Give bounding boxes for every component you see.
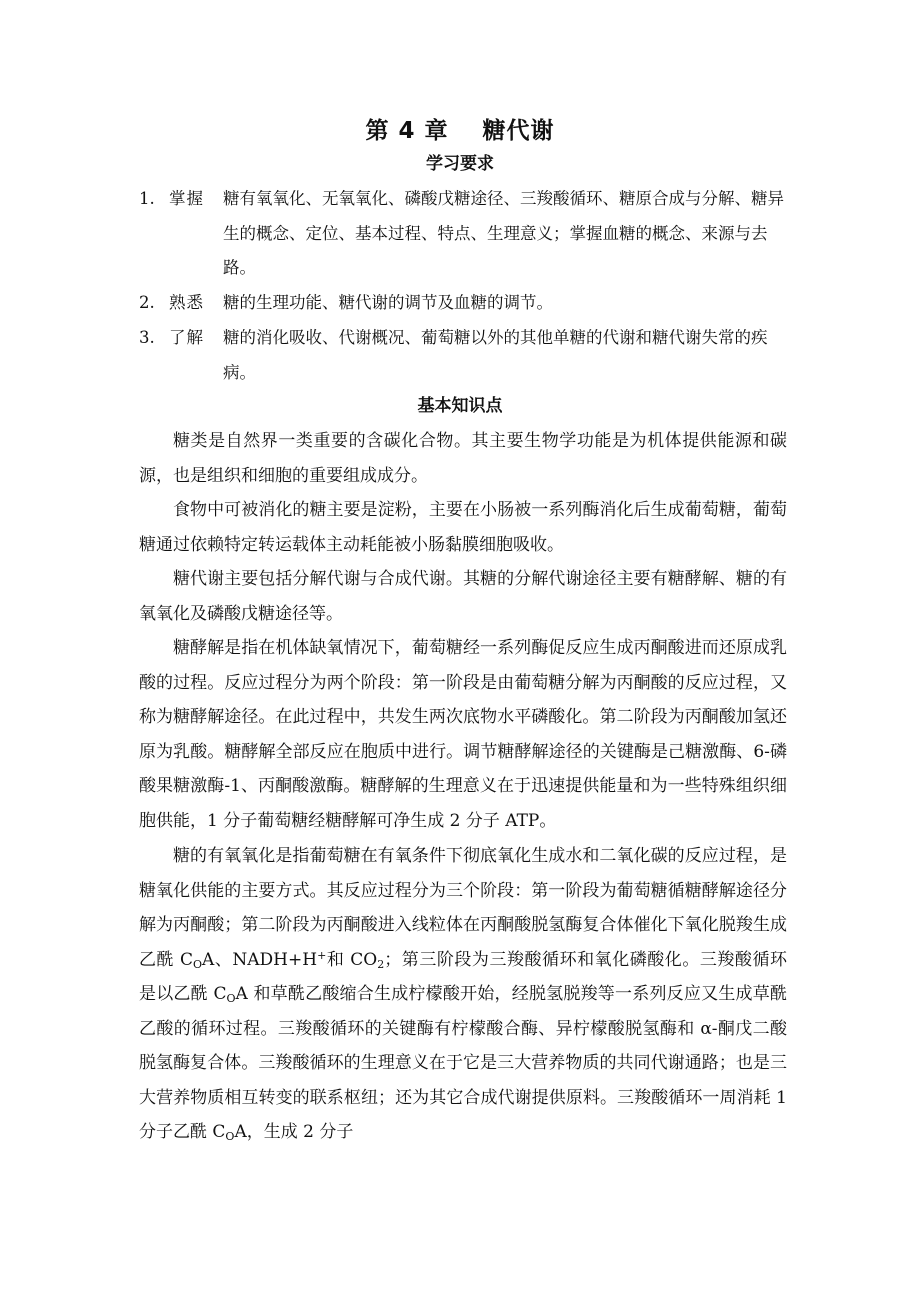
- paragraph: 糖酵解是指在机体缺氧情况下，葡萄糖经一系列酶促反应生成丙酮酸进而还原成乳酸的过程。反应过程分为两个阶段：第一阶段是由葡萄糖分解为丙酮酸的反应过程，又称为糖酵解途径。在此过程中，共发生两次底物水平磷酸化。第二阶段为丙酮酸加氢还原为乳酸。糖酵解全部反应在胞质中进行。调节糖酵解途径的关键酶是己糖激酶、6-磷酸果糖激酶-1、丙酮酸激酶。糖酵解的生理意义在于迅速提供能量和为一些特殊组织细胞供能，1 分子葡萄糖经糖酵解可净生成 2 分子 ATP。: [139, 638, 787, 831]
- requirement-level: 掌握: [169, 189, 204, 208]
- paragraph: 食物中可被消化的糖主要是淀粉，主要在小肠被一系列酶消化后生成葡萄糖，葡萄糖通过依赖特定转运载体主动耗能被小肠黏膜细胞吸收。: [139, 500, 787, 555]
- chapter-name: 糖代谢: [482, 118, 555, 144]
- requirement-item: [139, 182, 799, 286]
- requirements-heading: 学习要求: [426, 154, 494, 174]
- requirement-item: [139, 321, 799, 390]
- subscript: O: [225, 1130, 235, 1143]
- paragraph: 糖类是自然界一类重要的含碳化合物。其主要生物学功能是为机体提供能源和碳源，也是组织和细胞的重要组成成分。: [139, 431, 787, 486]
- paragraph-aerobic-oxidation: [139, 839, 787, 1150]
- requirement-text: 糖的消化吸收、代谢概况、葡萄糖以外的其他单糖的代谢和糖代谢失常的疾病。: [223, 328, 768, 382]
- knowledge-heading: 基本知识点: [417, 396, 503, 416]
- text-run: 和 CO: [326, 949, 378, 970]
- subscript: O: [226, 992, 236, 1005]
- text-run: A、NADH+H: [202, 949, 318, 970]
- requirement-text: 糖的生理功能、糖代谢的调节及血糖的调节。: [223, 293, 553, 312]
- requirement-item: [139, 286, 799, 321]
- text-run: A，生成 2 分子: [234, 1122, 354, 1142]
- chapter-title: [0, 116, 920, 146]
- text-run: ；第三阶段为三羧酸循环和氧化磷酸化。三羧酸循环是以乙酰 C: [139, 949, 787, 1004]
- requirement-number: 3.: [139, 328, 155, 347]
- paragraph: 糖代谢主要包括分解代谢与合成代谢。其糖的分解代谢途径主要有糖酵解、糖的有氧氧化及磷酸戊糖途径等。: [139, 569, 787, 624]
- subscript: O: [193, 957, 203, 971]
- requirement-level: 了解: [169, 328, 204, 347]
- requirement-text: 糖有氧氧化、无氧氧化、磷酸戊糖途径、三羧酸循环、糖原合成与分解、糖异生的概念、定位、基本过程、特点、生理意义；掌握血糖的概念、来源与去路。: [223, 189, 784, 277]
- requirement-number: 2.: [139, 293, 155, 312]
- chapter-number: 第 4 章: [365, 118, 449, 144]
- text-run: A 和草酰乙酸缩合生成柠檬酸开始，经脱氢脱羧等一系列反应又生成草酰乙酸的循环过程。三羧酸循环的关键酶有柠檬酸合酶、异柠檬酸脱氢酶和 α-酮戊二酸脱氢酶复合体。三羧酸循环的生理意义在于它是三大营养物质的共同代谢通路；也是三大营养物质相互转变的联系枢纽；还为其它合成代谢提供原料。三羧酸循环一周消耗 1 分子乙酰 C: [139, 984, 787, 1142]
- requirement-number: 1.: [139, 189, 155, 208]
- subscript: 2: [377, 957, 385, 971]
- text-run: 糖的有氧氧化是指葡萄糖在有氧条件下彻底氧化生成水和二氧化碳的反应过程，是糖氧化供能的主要方式。其反应过程分为三个阶段：第一阶段为葡萄糖循糖酵解途径分解为丙酮酸；第二阶段为丙酮酸进入线粒体在丙酮酸脱氢酶复合体催化下氧化脱羧生成乙酰 C: [139, 846, 787, 970]
- requirement-level: 熟悉: [169, 293, 204, 312]
- superscript: +: [317, 948, 327, 962]
